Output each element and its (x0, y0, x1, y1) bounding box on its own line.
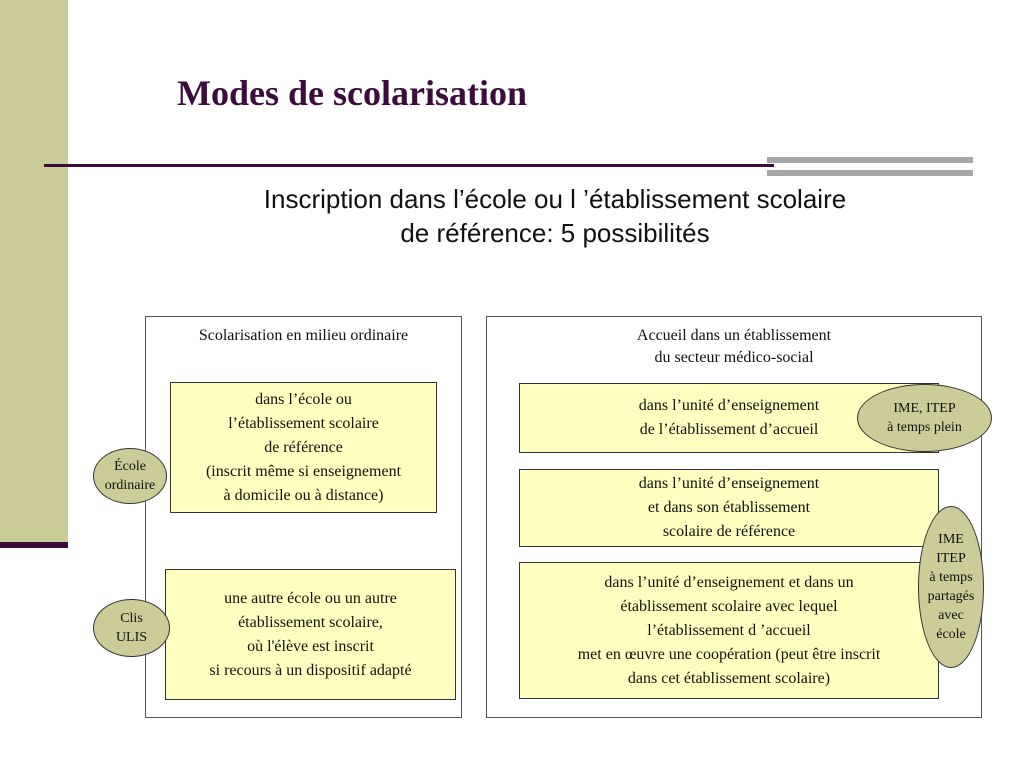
box-ecole-reference: dans l’école ou l’établissement scolaire de référence (inscrit même si enseignement à domicile ou à distance) (170, 382, 437, 513)
panel-title-milieu-ordinaire: Scolarisation en milieu ordinaire (198, 327, 409, 344)
box-unite-enseignement-cooperation: dans l’unité d’enseignement et dans un établissement scolaire avec lequel l’établissement d ’accueil met en œuvre une coopération (peut être inscrit dans cet établissement scolaire) (519, 562, 939, 699)
panel-title-medico-social: Accueil dans un établissement du secteur médico-social (636, 327, 832, 366)
oval-ime-itep-temps-plein: IME, ITEP à temps plein (857, 384, 992, 452)
oval-ime-itep-temps-partages: IME ITEP à temps partagés avec école (918, 506, 984, 668)
box-unite-enseignement-accueil: dans l’unité d’enseignement de l’établissement d’accueil (519, 383, 939, 453)
oval-ecole-ordinaire: École ordinaire (93, 448, 167, 504)
box-autre-ecole: une autre école ou un autre établissement scolaire, où l'élève est inscrit si recours à un dispositif adapté (165, 569, 456, 700)
decorative-gray-bar-top (767, 157, 973, 163)
slide-title: Modes de scolarisation (177, 73, 527, 113)
box-unite-enseignement-reference: dans l’unité d’enseignement et dans son établissement scolaire de référence (519, 469, 939, 547)
title-divider-line (44, 164, 774, 167)
decorative-gray-bar-bottom (767, 170, 973, 176)
slide-subtitle: Inscription dans l’école ou l ’établissement scolaire de référence: 5 possibilités (263, 184, 847, 248)
left-sidebar-underline (0, 542, 68, 548)
oval-clis-ulis: Clis ULIS (93, 599, 170, 657)
left-sidebar-band (0, 0, 68, 542)
